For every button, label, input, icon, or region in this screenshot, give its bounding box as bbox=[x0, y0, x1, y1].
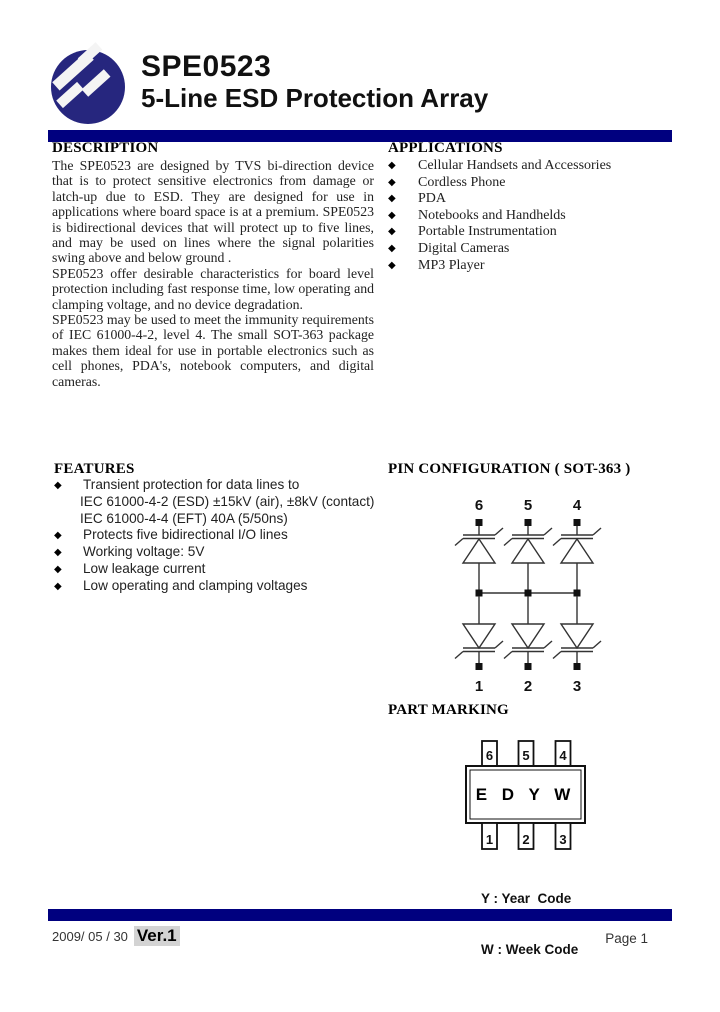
list-item-label: Working voltage: 5V bbox=[83, 544, 205, 560]
description-heading: DESCRIPTION bbox=[52, 140, 159, 156]
company-logo-icon bbox=[46, 42, 132, 128]
list-item bbox=[388, 191, 678, 208]
list-item-label: MP3 Player bbox=[418, 257, 485, 273]
pin-label: 1 bbox=[485, 832, 494, 847]
diamond-bullet-icon: ◆ bbox=[54, 563, 62, 575]
legend-week-code: W : Week Code bbox=[481, 942, 579, 957]
list-item bbox=[388, 208, 678, 225]
revision-date: 2009/ 05 / 30 bbox=[52, 929, 128, 944]
legend-year-code: Y : Year Code bbox=[481, 891, 572, 906]
pin-label: 3 bbox=[572, 678, 582, 695]
list-item-label: Cellular Handsets and Accessories bbox=[418, 158, 612, 173]
features-list bbox=[54, 477, 390, 595]
list-item bbox=[54, 561, 390, 578]
list-item bbox=[54, 511, 390, 528]
list-item-label: Transient protection for data lines to bbox=[83, 477, 300, 492]
pin-configuration-heading: PIN CONFIGURATION ( SOT-363 ) bbox=[388, 461, 631, 477]
diode-column bbox=[553, 497, 601, 695]
title-block bbox=[141, 50, 488, 113]
diamond-bullet-icon: ◆ bbox=[388, 209, 396, 221]
list-item bbox=[54, 544, 390, 561]
pin-label: 6 bbox=[485, 748, 494, 763]
list-item bbox=[388, 175, 678, 192]
marking-code: E D Y W bbox=[475, 785, 576, 804]
list-item-label: Notebooks and Handhelds bbox=[418, 207, 566, 223]
description-paragraph: SPE0523 offer desirable characteristics for board level protection including fast response time, low operating and clamping voltage, and no device degradation. bbox=[52, 265, 374, 312]
product-title: SPE0523 bbox=[141, 50, 272, 83]
list-item bbox=[388, 224, 678, 241]
list-item-label: Portable Instrumentation bbox=[418, 224, 557, 240]
list-item-label: Low operating and clamping voltages bbox=[83, 577, 308, 593]
diamond-bullet-icon: ◆ bbox=[54, 530, 62, 542]
diamond-bullet-icon: ◆ bbox=[54, 480, 62, 491]
description-text bbox=[52, 158, 374, 389]
part-marking-heading: PART MARKING bbox=[388, 702, 509, 718]
diamond-bullet-icon: ◆ bbox=[388, 176, 396, 188]
list-item-label: IEC 61000-4-2 (ESD) ±15kV (air), ±8kV (contact) bbox=[80, 493, 375, 509]
pin-label: 6 bbox=[474, 497, 484, 514]
diode-column bbox=[504, 497, 552, 695]
pin-configuration-diagram bbox=[440, 486, 660, 698]
diamond-bullet-icon: ◆ bbox=[54, 547, 62, 559]
pin-label: 4 bbox=[572, 497, 582, 514]
pin-label: 2 bbox=[522, 832, 530, 847]
diode-column bbox=[455, 497, 503, 695]
page-number: Page 1 bbox=[605, 931, 648, 946]
pin-label: 3 bbox=[559, 832, 567, 847]
list-item bbox=[388, 158, 678, 175]
version-badge: Ver.1 bbox=[134, 926, 180, 946]
description-paragraph: The SPE0523 are designed by TVS bi-direction device that is to protect sensitive electronics from damage or latch-up due to ESD. They are designed for use in applications where board space is at a premium. SPE0523 is bidirectional devices that will protect up to five lines, and may be used on lines where the signal polarities swing above and below ground . bbox=[52, 158, 374, 266]
list-item-label: IEC 61000-4-4 (EFT) 40A (5/50ns) bbox=[80, 510, 288, 526]
marking-legend bbox=[481, 856, 578, 992]
list-item bbox=[54, 527, 390, 544]
diamond-bullet-icon: ◆ bbox=[388, 259, 396, 271]
part-marking-diagram bbox=[455, 727, 655, 852]
features-heading: FEATURES bbox=[54, 461, 135, 477]
diamond-bullet-icon: ◆ bbox=[54, 580, 62, 592]
diamond-bullet-icon: ◆ bbox=[388, 193, 396, 205]
list-item bbox=[388, 241, 678, 258]
diamond-bullet-icon: ◆ bbox=[388, 226, 396, 238]
list-item-label: Cordless Phone bbox=[418, 174, 506, 190]
footer-divider-bar bbox=[48, 909, 672, 921]
list-item-label: Digital Cameras bbox=[418, 240, 510, 256]
list-item bbox=[388, 258, 678, 275]
list-item-label: PDA bbox=[418, 191, 447, 207]
list-item-label: Low leakage current bbox=[83, 560, 206, 576]
description-paragraph: SPE0523 may be used to meet the immunity requirements of IEC 61000-4-2, level 4. The small SOT-363 package makes them ideal for use in portable electronics such as cell phones, PDA's, notebook computers, and digital cameras. bbox=[52, 312, 374, 389]
applications-heading: APPLICATIONS bbox=[388, 140, 503, 156]
pin-label: 1 bbox=[474, 678, 484, 695]
list-item bbox=[54, 477, 390, 494]
pin-label: 5 bbox=[522, 748, 530, 763]
diamond-bullet-icon: ◆ bbox=[388, 160, 396, 171]
pin-label: 4 bbox=[559, 748, 567, 763]
list-item bbox=[54, 494, 390, 511]
pin-label: 5 bbox=[523, 497, 533, 514]
list-item-label: Protects five bidirectional I/O lines bbox=[83, 527, 288, 543]
list-item bbox=[54, 578, 390, 595]
applications-list bbox=[388, 158, 678, 274]
product-subtitle: 5-Line ESD Protection Array bbox=[141, 83, 489, 113]
footer-revision bbox=[52, 926, 180, 946]
diamond-bullet-icon: ◆ bbox=[388, 242, 396, 254]
pin-label: 2 bbox=[523, 678, 533, 695]
